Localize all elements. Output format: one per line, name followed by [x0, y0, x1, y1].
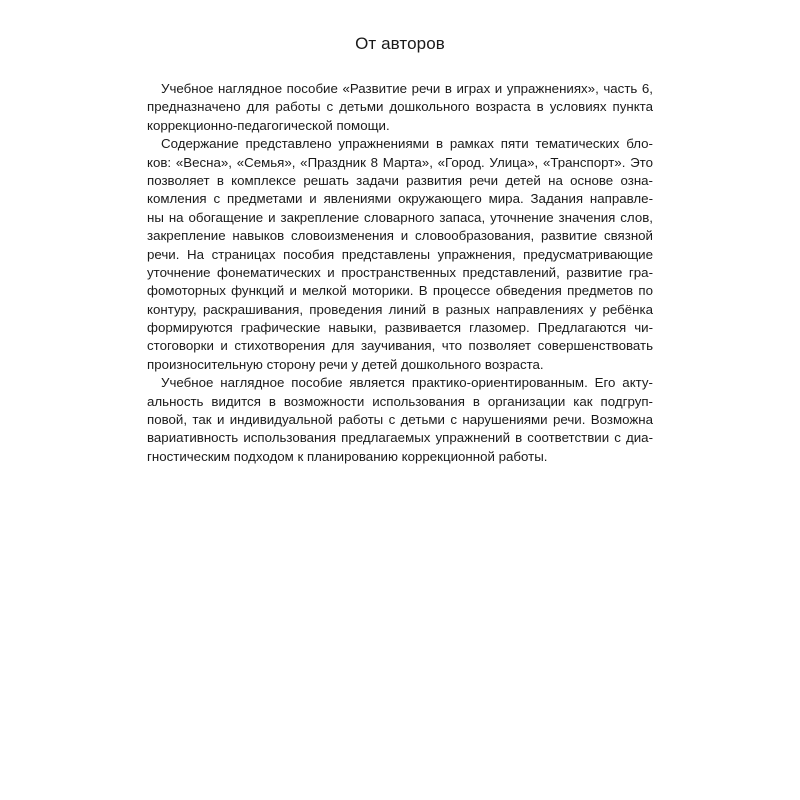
- text-line: стоговорки и стихотворения для заучивания, что позволяет совершенствовать: [147, 338, 653, 354]
- text-line: речи. На страницах пособия представлены упражнения, предусматривающие: [147, 246, 653, 262]
- page-title: От авторов: [355, 34, 445, 53]
- text-line: закрепление навыков словоизменения и словообразования, развитие связной: [147, 228, 653, 244]
- text-line: произносительную сторону речи у детей дошкольного возраста.: [147, 356, 544, 372]
- text-line: Учебное наглядное пособие «Развитие речи в играх и упражнениях», часть 6,: [161, 81, 653, 96]
- text-line: коррекционно-педагогической помощи.: [147, 117, 390, 133]
- text-line: ков: «Весна», «Семья», «Праздник 8 Марта», «Город. Улица», «Транспорт». Это: [147, 154, 653, 170]
- paragraph-3: [147, 374, 653, 466]
- text-line: ны на обогащение и закрепление словарного запаса, уточнение значения слов,: [147, 209, 653, 225]
- text-line: формируются графические навыки, развивается глазомер. Предлагаются чи-: [147, 320, 653, 336]
- text-line: фомоторных функций и мелкой моторики. В процессе обведения предметов по: [147, 283, 653, 299]
- text-line: альность видится в возможности использования в организации как подгруп-: [147, 393, 653, 409]
- text-line: уточнение фонематических и пространственных представлений, развитие гра-: [147, 264, 653, 280]
- text-line: Учебное наглядное пособие является практико-ориентированным. Его акту-: [161, 375, 653, 391]
- body-text: [147, 80, 653, 466]
- text-line: повой, так и индивидуальной работы с детьми с нарушениями речи. Возможна: [147, 412, 653, 428]
- text-line: предназначено для работы с детьми дошкольного возраста в условиях пункта: [147, 99, 653, 115]
- page: [147, 30, 653, 466]
- text-line: комления с предметами и явлениями окружающего мира. Задания направле-: [147, 191, 653, 207]
- paragraph-1: [147, 80, 653, 135]
- text-line: вариативность использования предлагаемых упражнений в соответствии с диа-: [147, 430, 653, 446]
- text-line: гностическим подходом к планированию коррекционной работы.: [147, 448, 548, 464]
- paragraph-2: [147, 135, 653, 374]
- text-line: контуру, раскрашивания, проведения линий в разных направлениях у ребёнка: [147, 301, 653, 317]
- text-line: Содержание представлено упражнениями в рамках пяти тематических бло-: [161, 136, 653, 152]
- text-line: позволяет в комплексе решать задачи развития речи детей на основе озна-: [147, 172, 653, 188]
